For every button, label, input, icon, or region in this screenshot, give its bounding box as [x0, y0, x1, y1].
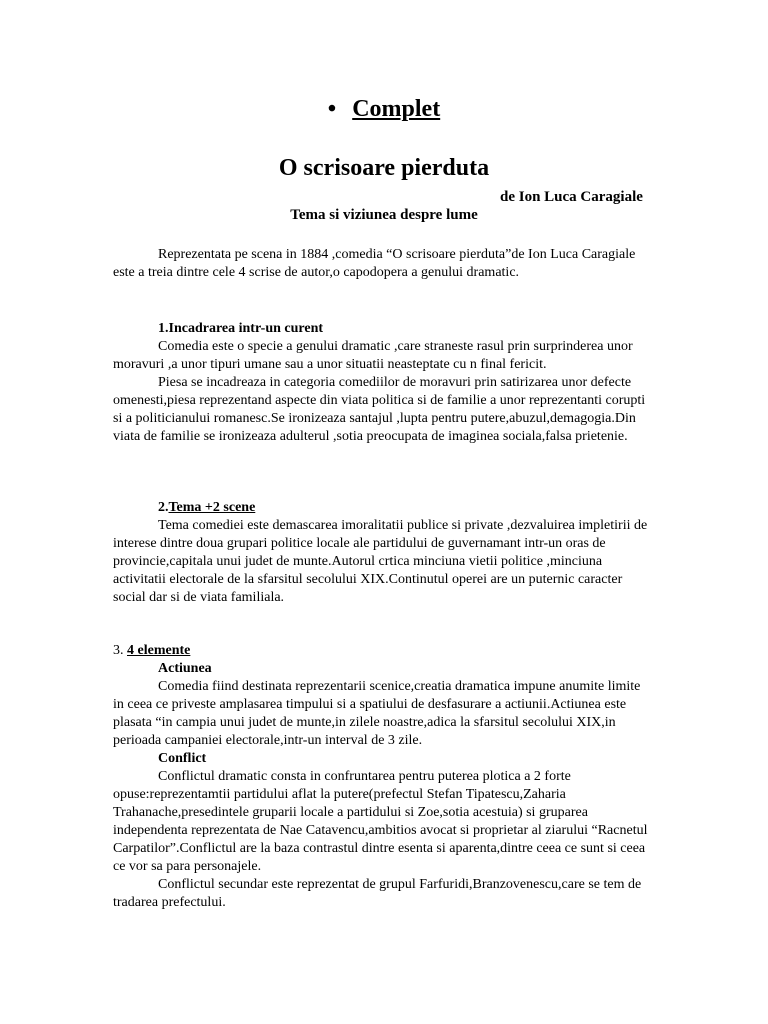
page-title: O scrisoare pierduta [278, 155, 490, 181]
section-2-paragraph: Tema comediei este demascarea imoralitatii publice si private ,dezvaluirea impletirii de interese dintre doua grupari politice locale ale partidului de guvernamant intr-un oras de provincie,capitala unui judet de munte.Autorul crtica minciuna vietii politice ,minciuna activitatii electorale de la sfarsitul secolului XIX.Continutul operei are un puternic caracter social dar si de viata familiala. [113, 518, 648, 605]
document-heading [0, 96, 768, 123]
section-3-number: 3. [113, 643, 127, 658]
section-3 [113, 642, 653, 912]
section-1-paragraph-1: Comedia este o specie a genului dramatic ,care straneste rasul prin surprinderea unor moravuri ,a unor tipuri umane sau a unor situatii neasteptate cu n final fericit. [113, 339, 633, 372]
conflict-heading: Conflict [158, 751, 207, 766]
section-1 [113, 320, 653, 446]
section-2-number: 2. [158, 500, 169, 515]
bullet-icon: • [327, 96, 337, 122]
section-2-heading [113, 499, 653, 517]
actiunea-heading: Actiunea [158, 661, 212, 676]
conflict-paragraph-1: Conflictul dramatic consta in confruntarea pentru puterea plotica a 2 forte opuse:reprezentamtii partidului aflat la putere(prefectul Stefan Tipatescu,Zaharia Trahanache,presedintele gruparii locale a partidului si Zoe,sotia acestuia) si gruparea independenta reprezentata de Nae Catavencu,ambitios avocat si proprietar al ziarului “Racnetul Carpatilor”.Conflictul are la baza contrastul dintre esenta si aparenta,dintre ceea ce sunt si ceea ce vor sa para personajele. [113, 769, 648, 874]
section-3-heading [113, 642, 653, 660]
section-2-title: Tema +2 scene [168, 500, 256, 515]
section-1-heading: 1.Incadrarea intr-un curent [158, 321, 324, 336]
subtitle: Tema si viziunea despre lume [290, 207, 478, 223]
section-1-paragraph-2: Piesa se incadreaza in categoria comediilor de moravuri prin satirizarea unor defecte omenesti,piesa reprezentand aspecte din viata politica si de familie a unor reprezentanti corupti si a politicianului romanesc.Se ironizeaza santajul ,lupta pentru putere,abuzul,demagogia.Din viata de familie se ironizeaza adulterul ,sotia preocupata de imaginea sociala,falsa prietenie. [113, 375, 646, 444]
intro-paragraph: Reprezentata pe scena in 1884 ,comedia “O scrisoare pierduta”de Ion Luca Caragiale este a treia dintre cele 4 scrise de autor,o capodopera a genului dramatic. [113, 247, 636, 280]
actiunea-paragraph: Comedia fiind destinata reprezentarii scenice,creatia dramatica impune anumite limite in ceea ce priveste amplasarea timpului si a spatiului de desfasurare a actiunii.Actiunea este plasata “in campia unui judet de munte,in zilele noastre,adica la sfarsitul secolului XIX,in perioada campaniei electorale,intr-un interval de 3 zile. [113, 679, 641, 748]
intro-block [113, 246, 653, 282]
author-line: de Ion Luca Caragiale [500, 189, 643, 205]
section-2 [113, 499, 653, 607]
section-3-title: 4 elemente [127, 643, 191, 658]
conflict-paragraph-2: Conflictul secundar este reprezentat de grupul Farfuridi,Branzovenescu,care se tem de tradarea prefectului. [113, 877, 642, 910]
heading-text: Complet [352, 96, 441, 122]
